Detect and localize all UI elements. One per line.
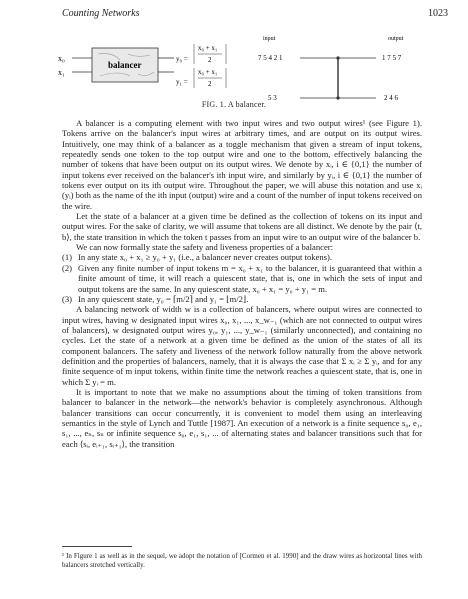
balancer-diagram-left (58, 44, 226, 88)
top-output-tokens: 1 7 5 7 (382, 54, 402, 62)
y0-formula-den: 2 (208, 56, 212, 64)
output-label-y1: y₁ = (176, 78, 188, 86)
footnote: ¹ In Figure 1 as well as in the sequel, we adopt the notation of [Cormen et al. 1990] and the draw wires as horizontal lines with balancers stretched vertically. (62, 552, 422, 569)
list-item (62, 294, 422, 304)
y1-formula-num: x₀ + x₁ (198, 68, 218, 76)
list-item (62, 263, 422, 294)
list-item-text: In any state x₀ + x₁ ≥ y₀ + y₁ (i.e., a balancer never creates output tokens). (78, 252, 333, 263)
y1-formula-den: 2 (208, 80, 212, 88)
property-list (62, 252, 422, 304)
paragraph-5: It is important to note that we make no assumptions about the timing of token transitions from balancer to balancer in the network—the network's behavior is completely asynchronous. Although balancer transitions can occur concurrently, it is convenient to model them using an interleaving semantics in the style of Lynch and Tuttle [1987]. An execution of a network is a finite sequence s₀, e₁, s₁, ..., eₙ, sₙ or infinite sequence s₀, e₁, s₁, ... of alternating states and balancer transitions such that for each ⟨sᵢ, eᵢ₊₁, sᵢ₊₁⟩, the transition (62, 386, 422, 449)
paragraph-3: We can now formally state the safety and liveness properties of a balancer: (76, 242, 334, 253)
list-item-text: In any quiescent state, y₀ = ⌈m/2⌉ and y₁ = ⌊m/2⌋. (78, 293, 249, 304)
input-header: input (263, 36, 276, 42)
input-label-x0: x₀ (58, 54, 65, 63)
page-number: 1023 (428, 8, 448, 19)
list-item-text: Given any finite number of input tokens m = x₀ + x₁ to the balancer, it is guaranteed that within a finite amount of time, it will reach a quiescent state, that is, one in which the sets of input and output tokens are the same. In any quiescent state, x₀ + x₁ = y₀ + y₁ = m. (78, 262, 422, 294)
bottom-input-tokens: 5 3 (268, 94, 277, 102)
input-label-x1: x₁ (58, 68, 65, 77)
top-input-tokens: 7 5 4 2 1 (258, 54, 283, 62)
y0-formula-num: x₀ + x₁ (198, 44, 218, 52)
bottom-output-tokens: 2 4 6 (384, 94, 398, 102)
list-item-number: (3) (62, 293, 73, 304)
paragraph-1: A balancer is a computing element with two input wires and two output wires¹ (see Figure 1). Tokens arrive on the balancer's input wires at arbitrary times, and are output on its output wires. Intuitively, one may think of a balancer as a toggle mechanism that given a stream of input tokens, repeatedly sends one token to the top output wire and one to the bottom, effectively balancing the number of tokens that have been output on its output wires. We denote by xᵢ, i ∈ {0,1} the number of input tokens ever received on the balancer's ith input wire, and similarly by yᵢ, i ∈ {0,1} the number of tokens ever output on its ith output wire. Throughout the paper, we will abuse this notation and use xᵢ (yᵢ) both as the name of the ith input (output) wire and a count of the number of input tokens received on the wire. (62, 118, 422, 211)
body-text (62, 118, 422, 449)
paragraph-4: A balancing network of width w is a collection of balancers, where output wires are connected to input wires, having w designated input wires x₀, x₁, ..., x_w₋₁ (which are not connected to output wires of balancers), w designated output wires y₀, y₁, ..., y_w₋₁ (similarly unconnected), and containing no cycles. Let the state of a network at a given time be defined as the union of the states of all its component balancers. The safety and liveness of the network follow naturally from the above network definition and the properties of balancers, namely, that it is always the case that Σ xᵢ ≥ Σ yᵢ, and for any finite sequence of m input tokens, within finite time the network reaches a quiescent state, that is, one in which Σ yᵢ = m. (62, 304, 422, 387)
figure-caption: FIG. 1. A balancer. (201, 100, 267, 109)
running-title: Counting Networks (62, 8, 140, 19)
balancer-label: balancer (108, 60, 142, 70)
paragraph-2: Let the state of a balancer at a given time be defined as the collection of tokens on its input and output wires. For the sake of clarity, we will assume that tokens are all distinct. We denote by the pair ⟨t, b⟩, the state transition in which the token t passes from an input wire to an output wire of the balancer b. (62, 211, 422, 242)
output-label-y0: y₀ = (176, 55, 188, 63)
list-item (62, 252, 422, 262)
list-item-number: (2) (62, 262, 73, 273)
footnote-rule (62, 546, 132, 547)
output-header: output (388, 36, 404, 42)
balancer-diagram-right (258, 36, 404, 102)
list-item-number: (1) (62, 252, 73, 263)
